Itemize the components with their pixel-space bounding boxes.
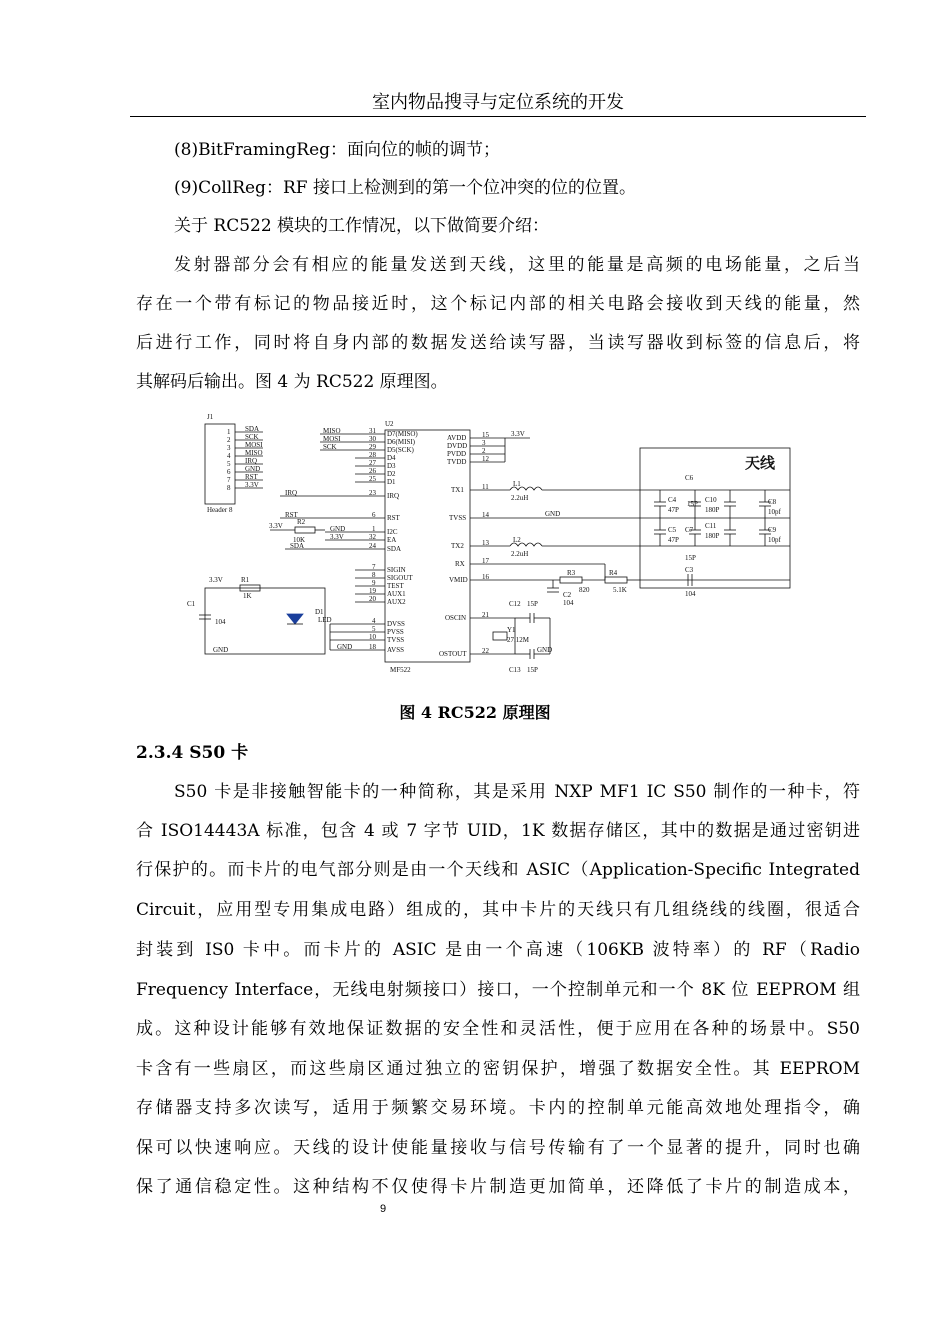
- u2-left-pin-num: 26: [369, 467, 376, 475]
- j1-net: RST: [245, 473, 258, 481]
- j1-net: IRQ: [245, 457, 258, 465]
- j1-pin: 2: [227, 436, 231, 444]
- vcc-label: 3.3V: [511, 430, 525, 438]
- u2-left-pin-num: 5: [372, 625, 376, 633]
- u2-right-pin-label: RX: [455, 560, 465, 568]
- u2-left-pin-label: D2: [387, 470, 396, 478]
- r1-label: R1: [241, 576, 250, 584]
- u2-left-net: SCK: [323, 443, 337, 451]
- j1-net: SCK: [245, 433, 259, 441]
- c8-label: C8: [768, 498, 777, 506]
- u2-left-pin-label: SIGOUT: [387, 574, 413, 582]
- paragraph-line: 行保护的。而卡片的电气部分则是由一个天线和 ASIC（Application-Specific Integrated: [136, 860, 860, 880]
- u2-right-pin-label: TVDD: [447, 458, 467, 466]
- u2-right-pin-num: 14: [482, 511, 489, 519]
- paragraph-line: 后进行工作，同时将自身内部的数据发送给读写器，当读写器收到标签的信息后，将: [136, 333, 860, 353]
- u2-left-pin-label: TEST: [387, 582, 404, 590]
- j1-net: 3.3V: [245, 481, 259, 489]
- u2-left-pin-label: TVSS: [387, 636, 405, 644]
- j1-net: MOSI: [245, 441, 263, 449]
- u2-right-pin-label: TVSS: [449, 514, 467, 522]
- u2-left-pin-label: D3: [387, 462, 396, 470]
- u2-left-pin-label: PVSS: [387, 628, 404, 636]
- figure-caption: 图 4 RC522 原理图: [399, 703, 551, 722]
- u2-left-net: IRQ: [285, 489, 298, 497]
- c11-value: 180P: [705, 532, 720, 540]
- u2-left-pin-num: 24: [369, 542, 376, 550]
- page-number: 9: [380, 1203, 387, 1215]
- r3-value: 820: [579, 586, 590, 594]
- gnd-label: GND: [545, 510, 561, 518]
- paragraph-line: 成。这种设计能够有效地保证数据的安全性和灵活性，便于应用在各种的场景中。S50: [136, 1019, 860, 1039]
- u2-left-pin-num: 6: [372, 511, 376, 519]
- paragraph-line: 存储器支持多次读写，适用于频繁交易环境。卡内的控制单元能高效地处理指令，确: [136, 1098, 860, 1118]
- c1-value: 104: [215, 618, 226, 626]
- paragraph-line: 其解码后输出。图 4 为 RC522 原理图。: [136, 372, 448, 392]
- c5-label: C5: [668, 526, 677, 534]
- r4-label: R4: [609, 569, 618, 577]
- c9-label: C9: [768, 526, 777, 534]
- u2-right-pin-label: TX1: [451, 486, 464, 494]
- u2-left-pin-num: 30: [369, 435, 376, 443]
- paragraph-line: 合 ISO14443A 标准，包含 4 或 7 字节 UID，1K 数据存储区，其中的数据是通过密钥进: [136, 821, 860, 841]
- d1-label: D1: [315, 608, 324, 616]
- l1-label: L1: [513, 480, 521, 488]
- c4-value: 47P: [668, 506, 679, 514]
- antenna-label: 天线: [745, 456, 776, 472]
- j1-pin: 3: [227, 444, 231, 452]
- paragraph-line: Circuit，应用型专用集成电路）组成的，其中卡片的天线只有几组绕线的线圈，很适合: [136, 900, 860, 920]
- u2-left-pin-num: 8: [372, 571, 376, 579]
- c5-value: 47P: [668, 536, 679, 544]
- u2-left-pin-label: D4: [387, 454, 396, 462]
- l2-value: 2.2uH: [511, 550, 529, 558]
- u2-left-pin-label: RST: [387, 514, 400, 522]
- paragraph-line: 保了通信稳定性。这种结构不仅使得卡片制造更加简单，还降低了卡片的制造成本，: [136, 1177, 860, 1197]
- u2-left-net: GND: [337, 643, 353, 651]
- u2-left-pin-num: 1: [372, 525, 376, 533]
- u2-left-pin-label: D6(MISI): [387, 438, 415, 446]
- j1-name: J1: [207, 413, 214, 421]
- u2-left-pin-label: D7(MISO): [387, 430, 418, 438]
- u2-right-pin-num: 21: [482, 611, 489, 619]
- u2-left-pin-num: 28: [369, 451, 376, 459]
- u2-left-pin-num: 19: [369, 587, 376, 595]
- u2-right-pin-label: OSCIN: [445, 614, 467, 622]
- r4-value: 5.1K: [613, 586, 627, 594]
- y1-value: 27.12M: [507, 636, 529, 644]
- j1-pin: 1: [227, 428, 231, 436]
- c6-label: C6: [685, 474, 694, 482]
- u2-right-pin-num: 22: [482, 647, 489, 655]
- u2-right-pin-num: 15: [482, 431, 489, 439]
- l2-label: L2: [513, 536, 521, 544]
- u2-left-pin-num: 29: [369, 443, 376, 451]
- vcc-label: 3.3V: [209, 576, 223, 584]
- j1-pin: 8: [227, 484, 231, 492]
- paragraph-line: 关于 RC522 模块的工作情况，以下做简要介绍：: [174, 216, 550, 236]
- u2-right-pin-label: TX2: [451, 542, 464, 550]
- j1-net: SDA: [245, 425, 260, 433]
- u2-left-pin-num: 9: [372, 579, 376, 587]
- u2-left-pin-num: 25: [369, 475, 376, 483]
- u2-right-pin-num: 3: [482, 439, 486, 447]
- u2-left-pin-label: I2C: [387, 528, 398, 536]
- u2-right-pin-num: 11: [482, 483, 489, 491]
- page-header: 室内物品搜寻与定位系统的开发: [130, 90, 866, 117]
- j1-net: MISO: [245, 449, 263, 457]
- u2-left-net: RST: [285, 511, 298, 519]
- u2-left-pin-label: EA: [387, 536, 397, 544]
- u2-left-pin-num: 20: [369, 595, 376, 603]
- c11-label: C11: [705, 522, 717, 530]
- j1-pin: 6: [227, 468, 231, 476]
- u2-right-pin-num: 2: [482, 447, 486, 455]
- c13-label: C13: [509, 666, 521, 674]
- c8-value: 10pf: [768, 508, 781, 516]
- r1-value: 1K: [243, 592, 252, 600]
- c9-value: 10pf: [768, 536, 781, 544]
- d1-value: LED: [318, 616, 332, 624]
- u2-left-pin-num: 23: [369, 489, 376, 497]
- u2-left-pin-num: 31: [369, 427, 376, 435]
- r2-label: R2: [297, 518, 306, 526]
- u2-right-pin-label: OSTOUT: [439, 650, 467, 658]
- u2-right-pin-num: 13: [482, 539, 489, 547]
- c12-value: 15P: [527, 600, 538, 608]
- c3-value: 104: [685, 590, 696, 598]
- u2-right-pin-label: VMID: [449, 576, 468, 584]
- c12-label: C12: [509, 600, 521, 608]
- u2-left-pin-label: SIGIN: [387, 566, 406, 574]
- u2-left-pin-num: 7: [372, 563, 376, 571]
- u2-left-pin-label: IRQ: [387, 492, 400, 500]
- r2-value: 10K: [293, 536, 306, 544]
- u2-left-pin-num: 18: [369, 643, 376, 651]
- y1-label: Y1: [507, 626, 516, 634]
- u2-right-pin-label: PVDD: [447, 450, 467, 458]
- c2-label: C2: [563, 591, 572, 599]
- u2-left-pin-label: D5(SCK): [387, 446, 414, 454]
- j1-pin: 5: [227, 460, 231, 468]
- j1-pin: 4: [227, 452, 231, 460]
- r3-label: R3: [567, 569, 576, 577]
- u2-part: MF522: [390, 666, 411, 674]
- u2-right-pin-num: 17: [482, 557, 489, 565]
- u2-right-pin-label: AVDD: [447, 434, 467, 442]
- paragraph-line: (9)CollReg：RF 接口上检测到的第一个位冲突的位的位置。: [174, 178, 636, 198]
- rc522-schematic: [185, 410, 805, 685]
- c13-value: 15P: [527, 666, 538, 674]
- u2-right-pin-label: DVDD: [447, 442, 468, 450]
- c2-value: 104: [563, 599, 574, 607]
- l1-value: 2.2uH: [511, 494, 529, 502]
- paragraph-line: 存在一个带有标记的物品接近时，这个标记内部的相关电路会接收到天线的能量，然: [136, 294, 860, 314]
- gnd-label: GND: [213, 646, 229, 654]
- c6-value: 15P: [687, 500, 698, 508]
- c4-label: C4: [668, 496, 677, 504]
- u2-left-net: GND: [330, 525, 346, 533]
- c1-label: C1: [187, 600, 196, 608]
- j1-pin: 7: [227, 476, 231, 484]
- paragraph-line: 封装到 IS0 卡中。而卡片的 ASIC 是由一个高速（106KB 波特率）的 RF（Radio: [136, 940, 860, 960]
- u2-left-pin-label: AVSS: [387, 646, 404, 654]
- section-heading: 2.3.4 S50 卡: [136, 743, 249, 763]
- paragraph-line: Frequency Interface，无线电射频接口）接口，一个控制单元和一个 8K 位 EEPROM 组: [136, 980, 860, 1000]
- u2-left-pin-label: D1: [387, 478, 396, 486]
- j1-net: GND: [245, 465, 261, 473]
- j1-footer: Header 8: [207, 506, 233, 514]
- u2-left-pin-label: DVSS: [387, 620, 405, 628]
- u2-name: U2: [385, 420, 394, 428]
- c7-value: 15P: [685, 554, 696, 562]
- paragraph-line: 发射器部分会有相应的能量发送到天线，这里的能量是高频的电场能量，之后当: [174, 255, 860, 275]
- u2-left-pin-num: 10: [369, 633, 376, 641]
- u2-left-pin-label: AUX2: [387, 598, 406, 606]
- paragraph-line: S50 卡是非接触智能卡的一种简称，其是采用 NXP MF1 IC S50 制作的一种卡，符: [174, 782, 860, 802]
- paragraph-line: (8)BitFramingReg：面向位的帧的调节；: [174, 140, 501, 160]
- u2-right-pin-num: 16: [482, 573, 489, 581]
- paragraph-line: 保可以快速响应。天线的设计使能量接收与信号传输有了一个显著的提升，同时也确: [136, 1138, 860, 1158]
- u2-right-pin-num: 12: [482, 455, 489, 463]
- c3-label: C3: [685, 566, 694, 574]
- u2-left-pin-label: SDA: [387, 545, 402, 553]
- c10-label: C10: [705, 496, 717, 504]
- vcc-label: 3.3V: [269, 522, 283, 530]
- u2-left-net: MISO: [323, 427, 341, 435]
- c10-value: 180P: [705, 506, 720, 514]
- u2-left-net: 3.3V: [330, 533, 344, 541]
- u2-left-net: MOSI: [323, 435, 341, 443]
- c7-label: C7: [685, 526, 694, 534]
- u2-left-pin-num: 32: [369, 533, 376, 541]
- u2-left-pin-num: 27: [369, 459, 376, 467]
- u2-left-pin-label: AUX1: [387, 590, 406, 598]
- gnd-label: GND: [537, 646, 553, 654]
- u2-left-net: SDA: [290, 542, 305, 550]
- paragraph-line: 卡含有一些扇区，而这些扇区通过独立的密钥保护，增强了数据安全性。其 EEPROM: [136, 1059, 860, 1079]
- u2-left-pin-num: 4: [372, 617, 376, 625]
